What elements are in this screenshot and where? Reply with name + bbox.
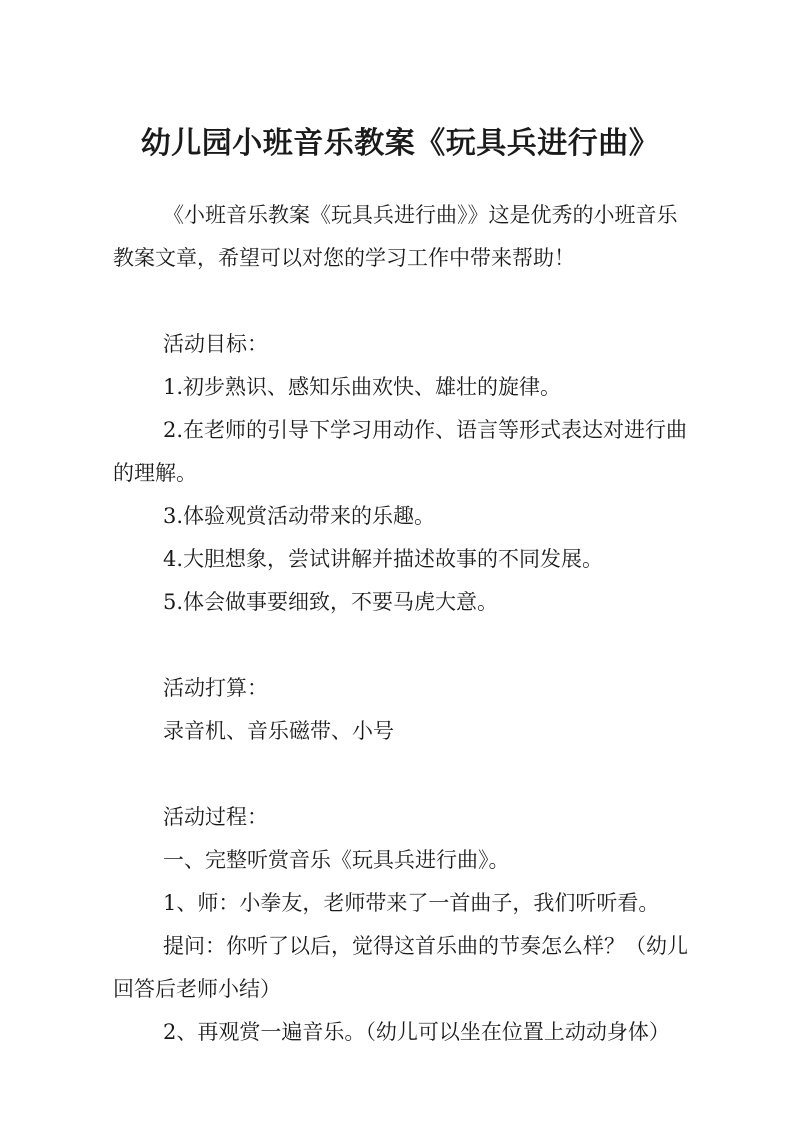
process-heading: 活动过程： [163, 805, 268, 829]
intro-paragraph: 《小班音乐教案《玩具兵进行曲》》这是优秀的小班音乐教案文章，希望可以对您的学习工作中带来帮助！ [113, 203, 678, 270]
goal-item: 1.初步熟识、感知乐曲欢快、雄壮的旋律。 [163, 375, 562, 399]
prep-items: 录音机、音乐磁带、小号 [163, 719, 394, 743]
process-step: 1、师：小拳友，老师带来了一首曲子，我们听听看。 [163, 891, 660, 915]
paragraph-spacer [113, 280, 693, 323]
paragraph-spacer [113, 753, 693, 796]
goal-item: 2.在老师的引导下学习用动作、语言等形式表达对进行曲的理解。 [113, 418, 688, 485]
document-body [113, 194, 693, 1054]
process-step: 一、完整听赏音乐《玩具兵进行曲》。 [163, 848, 510, 872]
prep-heading: 活动打算： [163, 676, 268, 700]
document-title: 幼儿园小班音乐教案《玩具兵进行曲》 [140, 126, 660, 161]
goal-item: 4.大胆想象，尝试讲解并描述故事的不同发展。 [163, 547, 604, 571]
process-step: 提问：你听了以后，觉得这首乐曲的节奏怎么样？（幼儿回答后老师小结） [113, 934, 688, 1001]
process-step: 2、再观赏一遍音乐。（幼儿可以坐在位置上动动身体） [163, 1020, 670, 1044]
goal-item: 3.体验观赏活动带来的乐趣。 [163, 504, 436, 528]
paragraph-spacer [113, 624, 693, 667]
goal-item: 5.体会做事要细致，不要马虎大意。 [163, 590, 499, 614]
goals-heading: 活动目标： [163, 332, 268, 356]
